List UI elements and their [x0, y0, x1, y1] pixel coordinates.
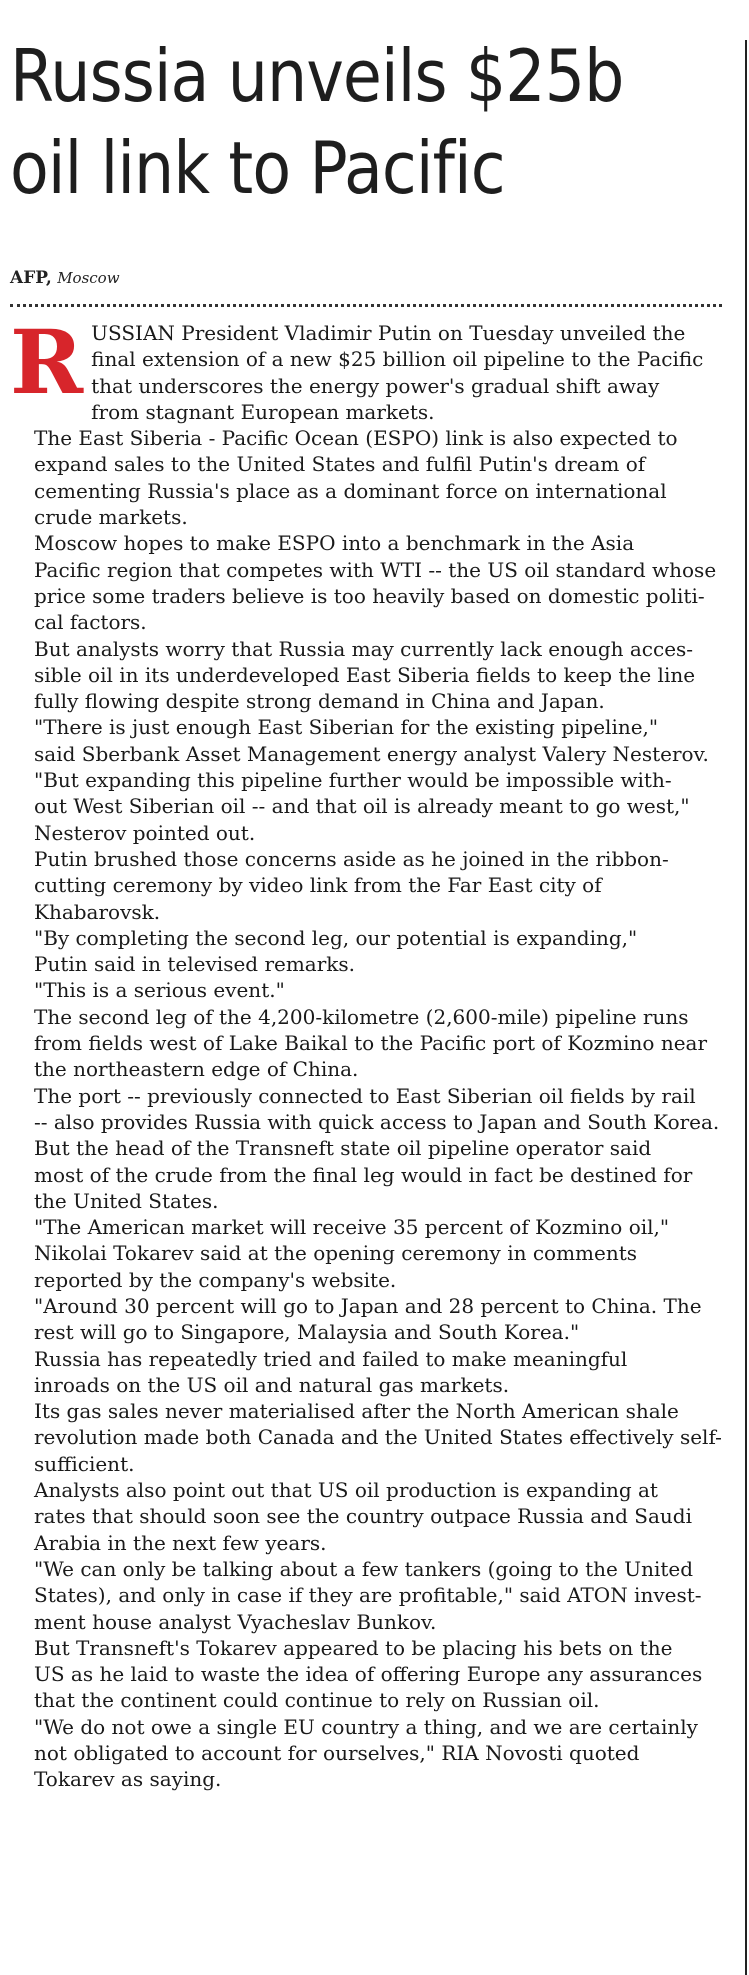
- article-paragraph: [10, 767, 722, 846]
- article-line: "We do not owe a single EU country a thing, and we are certainly: [34, 1714, 698, 1739]
- article-line: fully flowing despite strong demand in China and Japan.: [34, 689, 605, 714]
- article-line: sible oil in its underdeveloped East Siberia fields to keep the line: [34, 662, 696, 687]
- article-line: Nesterov pointed out.: [34, 820, 256, 845]
- headline-line-2: oil link to Pacific: [10, 126, 505, 210]
- article-paragraph: [10, 714, 722, 767]
- article-line: price some traders believe is too heavily based on domestic politi-: [34, 583, 705, 608]
- article-paragraph: [10, 1004, 722, 1083]
- article-line: Tokarev as saying.: [34, 1767, 222, 1792]
- article-line: Its gas sales never materialised after the North American shale: [34, 1399, 679, 1424]
- article-paragraph: [10, 425, 722, 530]
- article-line: But the head of the Transneft state oil pipeline operator said: [34, 1136, 652, 1161]
- article-line: inroads on the US oil and natural gas markets.: [34, 1372, 510, 1397]
- article-paragraph: [10, 1477, 722, 1556]
- article-line: US as he laid to waste the idea of offering Europe any assurances: [34, 1662, 703, 1687]
- article-paragraph: [10, 1214, 722, 1293]
- article-line: from fields west of Lake Baikal to the Pacific port of Kozmino near: [34, 1031, 708, 1056]
- article-line: rates that should soon see the country outpace Russia and Saudi: [34, 1504, 692, 1529]
- article-line: cutting ceremony by video link from the Far East city of: [34, 873, 602, 898]
- article-line: "This is a serious event.": [34, 978, 285, 1003]
- article-line: sufficient.: [34, 1451, 135, 1476]
- article-paragraph: [10, 925, 722, 978]
- article-line: rest will go to Singapore, Malaysia and South Korea.": [34, 1320, 580, 1345]
- article-line: Arabia in the next few years.: [34, 1530, 327, 1555]
- article-paragraph: [10, 1346, 722, 1399]
- headline-line-1: Russia unveils $25b: [10, 34, 624, 118]
- article-line: -- also provides Russia with quick access to Japan and South Korea.: [34, 1109, 720, 1134]
- article-paragraph: [10, 1083, 722, 1136]
- article-line: But analysts worry that Russia may currently lack enough acces-: [34, 636, 694, 661]
- article-line: not obligated to account for ourselves," RIA Novosti quoted: [34, 1741, 640, 1766]
- article-paragraph: [10, 1398, 722, 1477]
- article-line: The second leg of the 4,200-kilometre (2,600-mile) pipeline runs: [34, 1004, 689, 1029]
- article-line: "By completing the second leg, our potential is expanding,": [34, 925, 638, 950]
- headline: [10, 30, 648, 214]
- article-line: revolution made both Canada and the United States effectively self-: [34, 1425, 722, 1450]
- article-line: final extension of a new $25 billion oil pipeline to the Pacific: [91, 347, 704, 372]
- article-line: "The American market will receive 35 percent of Kozmino oil,": [34, 1215, 670, 1240]
- article-line: "We can only be talking about a few tankers (going to the United: [34, 1556, 694, 1581]
- article-line: "Around 30 percent will go to Japan and 28 percent to China. The: [34, 1293, 702, 1318]
- article-line: crude markets.: [34, 505, 188, 530]
- article-line: most of the crude from the final leg would in fact be destined for: [34, 1162, 693, 1187]
- article-paragraph: [10, 1135, 722, 1214]
- dotted-divider: [10, 304, 722, 307]
- article-line: The port -- previously connected to East Siberian oil fields by rail: [34, 1083, 696, 1108]
- article-line: Analysts also point out that US oil production is expanding at: [34, 1478, 658, 1503]
- byline: [10, 268, 120, 288]
- article-line: expand sales to the United States and fulfil Putin's dream of: [34, 452, 646, 477]
- article-line: "There is just enough East Siberian for the existing pipeline,": [34, 715, 659, 740]
- article-line: States), and only in case if they are profitable," said ATON invest-: [34, 1583, 702, 1608]
- article-line: "But expanding this pipeline further would be impossible with-: [34, 768, 672, 793]
- article-paragraph: [10, 1293, 722, 1346]
- article-line: cementing Russia's place as a dominant force on international: [34, 478, 667, 503]
- article-line: ment house analyst Vyacheslav Bunkov.: [34, 1609, 437, 1634]
- article-paragraph: [10, 846, 722, 925]
- article-line: that the continent could continue to rely on Russian oil.: [34, 1688, 600, 1713]
- article-line: cal factors.: [34, 610, 147, 635]
- article-line: from stagnant European markets.: [91, 399, 435, 424]
- article-line: USSIAN President Vladimir Putin on Tuesday unveiled the: [91, 321, 686, 345]
- article-paragraph: [10, 1556, 722, 1635]
- article-line: Putin brushed those concerns aside as he joined in the ribbon-: [34, 846, 669, 871]
- article-line: out West Siberian oil -- and that oil is already meant to go west,": [34, 794, 690, 819]
- article-line: Pacific region that competes with WTI -- the US oil standard whose: [34, 557, 717, 582]
- byline-agency: AFP,: [10, 268, 52, 288]
- article-paragraph: [10, 1714, 722, 1793]
- article-line: that underscores the energy power's gradual shift away: [91, 373, 660, 398]
- drop-cap: R: [10, 310, 84, 414]
- article-line: reported by the company's website.: [34, 1267, 397, 1292]
- article-line: Nikolai Tokarev said at the opening ceremony in comments: [34, 1241, 638, 1266]
- article-line: the northeastern edge of China.: [34, 1057, 359, 1082]
- article-line: the United States.: [34, 1188, 219, 1213]
- article-body: [10, 310, 722, 1793]
- article-line: The East Siberia - Pacific Ocean (ESPO) link is also expected to: [34, 426, 678, 451]
- article-paragraph: [10, 530, 722, 635]
- column-rule: [745, 40, 747, 1975]
- article-line: Russia has repeatedly tried and failed to make meaningful: [34, 1346, 628, 1371]
- article-line: Khabarovsk.: [34, 899, 161, 924]
- byline-place: Moscow: [57, 269, 120, 287]
- article-line: said Sberbank Asset Management energy analyst Valery Nesterov.: [34, 741, 709, 766]
- article-line: But Transneft's Tokarev appeared to be placing his bets on the: [34, 1635, 673, 1660]
- article-paragraph: [10, 636, 722, 715]
- article-paragraph: [10, 977, 722, 1003]
- article-line: Putin said in televised remarks.: [34, 952, 356, 977]
- article-paragraph: [10, 310, 722, 425]
- article-paragraph: [10, 1635, 722, 1714]
- article-line: Moscow hopes to make ESPO into a benchmark in the Asia: [34, 531, 635, 556]
